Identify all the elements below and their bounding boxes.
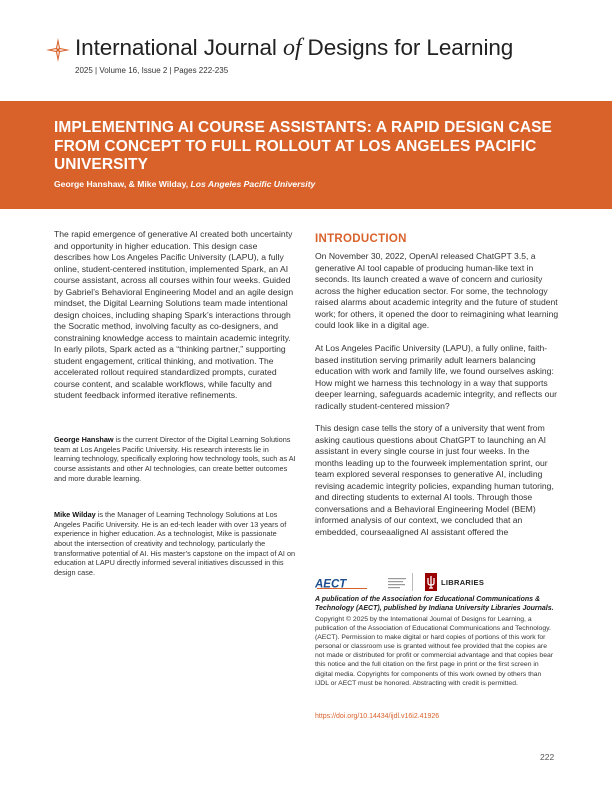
author-bio-hanshaw	[54, 435, 296, 483]
svg-text:AECT: AECT	[315, 578, 347, 589]
publication-note: A publication of the Association for Educational Communications & Technology (AECT), published by Indiana University Libraries Journals.	[315, 596, 554, 612]
bio-name: Mike Wilday	[54, 510, 96, 519]
page-number: 222	[540, 752, 555, 762]
author-affiliation: Los Angeles Pacific University	[190, 179, 316, 189]
intro-paragraph: This design case tells the story of a university that went from asking cautious questions about ChatGPT to launching an AI assistant in every single course in just four weeks. In the months leading up to the fourweek implementation sprint, our team explored several responses to generative AI, including revising academic integrity policies, expanding human tutoring, and directing students to external AI tools. Through those conversations and a Behavioral Engineering Model (BEM) informed analysis of our context, we concluded that an embedded, courseaaligned AI assistant offered the	[315, 423, 554, 537]
copyright-notice: Copyright © 2025 by the International Journal of Designs for Learning, a publication of the Association of Educational Communications and Technology. (AECT). Permission to make digital or hard copies of portions of this work for personal or classroom use is granted without fee provided that the copies are not made or distributed for profit or commercial advantage and that copies bear this notice and the full citation on the first page in print or the first screen in digital media. Copyrights for components of this work owned by others than IJDL or AECT must be honored. Abstracting with credit is permitted.	[315, 616, 554, 687]
intro-paragraph: On November 30, 2022, OpenAI released ChatGPT 3.5, a generative AI tool capable of producing human-like text in seconds. Its launch created a wave of concern and curiosity across the higher education sector. For some, the technology raised alarms about academic integrity and the future of student work; for others, it opened the door to reimagining what learning could look like in a digital age.	[315, 251, 559, 330]
author-names: George Hanshaw, & Mike Wilday,	[54, 179, 191, 189]
intro-paragraph: At Los Angeles Pacific University (LAPU), a fully online, faith-based institution serving primarily adult learners balancing education with work and family life, we found ourselves asking: How might we harness this technology in a way that supports deeper learning, safeguards academic integrity, and reflects our radically student-centered mission?	[315, 343, 558, 411]
section-heading-introduction: INTRODUCTION	[315, 233, 407, 245]
aect-logo	[315, 577, 369, 589]
libraries-logo-text: LIBRARIES	[441, 578, 485, 587]
authors-line	[54, 179, 315, 189]
bio-name: George Hanshaw	[54, 435, 114, 444]
iu-trident-icon	[425, 573, 437, 591]
article-title: IMPLEMENTING AI COURSE ASSISTANTS: A RAPID DESIGN CASE FROM CONCEPT TO FULL ROLLOUT AT LOS ANGELES PACIFIC UNIVERSITY	[54, 119, 552, 173]
journal-logo-icon	[44, 36, 72, 64]
logo-divider	[412, 573, 413, 591]
journal-title: International Journal of Designs for Learning	[75, 35, 514, 61]
bio-text: is the Manager of Learning Technology Solutions at Los Angeles Pacific University. He is an ed-tech leader with over 13 years of experience in higher education. As a technologist, Mike is passionate about the intersection of creativity and technology, particularly the transformative potential of AI. His master’s capstone on the impact of AI on education at LAPU directly informed several initiatives discussed in this design case.	[54, 510, 296, 577]
issue-info: 2025 | Volume 16, Issue 2 | Pages 222-235	[75, 66, 229, 75]
abstract: The rapid emergence of generative AI created both uncertainty and opportunity in higher education. This design case describes how Los Angeles Pacific University (LAPU), a fully online, student-centered institution, implemented Spark, an AI course assistant, across all courses within four weeks. Guided by Gabriel’s Behavioral Engineering Model and an agile design mindset, the Digital Learning Solutions team made intentional design choices, including shaping Spark’s interactions through the Socratic method, involving faculty as co-designers, and constraining knowledge access to maintain academic integrity. In early pilots, Spark acted as a “thinking partner,” supporting student engagement, critical thinking, and motivation. The accelerated rollout required standardized prompts, curated course content, and scalable workflows, while faculty and student feedback informed iterative refinements.	[54, 229, 294, 400]
doi-link[interactable]: https://doi.org/10.14434/ijdl.v16i2.41926	[315, 713, 440, 720]
author-bio-wilday	[54, 510, 296, 578]
aect-tagline-graphic	[388, 576, 406, 590]
bio-text: is the current Director of the Digital Learning Solutions team at Los Angeles Pacific University. His research interests lie in learning technology, specifically exploring how technology tools, such as AI course assistants and other AI technologies, can create better outcomes and more durable learning.	[54, 435, 296, 483]
